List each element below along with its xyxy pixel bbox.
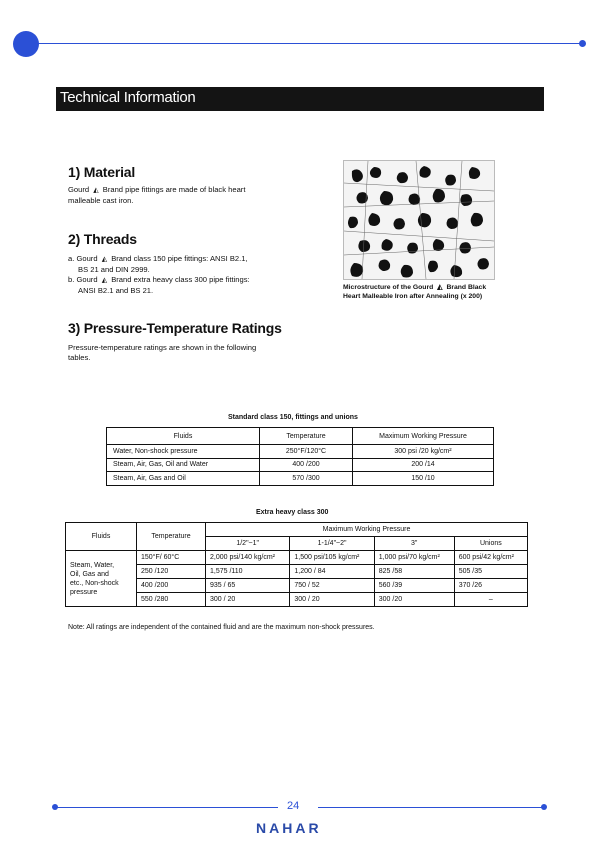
table-cell: 560 /39	[374, 579, 454, 593]
pressure-temperature-text-1: Pressure-temperature ratings are shown in the following	[68, 343, 257, 352]
microstructure-caption	[343, 283, 503, 301]
material-text-a: Gourd	[68, 185, 90, 194]
fluids-line: etc., Non-shock	[70, 579, 119, 587]
footer-right-rule	[318, 807, 544, 808]
header-temperature: Temperature	[137, 523, 206, 551]
threads-item-a	[68, 254, 298, 275]
table-cell: 300 / 20	[290, 593, 374, 607]
footer-right-dot	[541, 804, 547, 810]
threads-item-a-cont: BS 21 and DIN 2999.	[78, 265, 150, 274]
table-cell: 600 psi/42 kg/cm²	[454, 551, 527, 565]
table-cell: 750 / 52	[290, 579, 374, 593]
table-cell: 825 /58	[374, 565, 454, 579]
threads-item-b-cont: ANSI B2.1 and BS 21.	[78, 286, 154, 295]
pressure-temperature-text-2: tables.	[68, 353, 91, 362]
table-row	[66, 551, 528, 565]
header-dot-decoration	[13, 31, 39, 57]
table-cell: 1,500 psi/105 kg/cm²	[290, 551, 374, 565]
table-row	[107, 458, 494, 472]
pressure-temperature-heading: 3) Pressure-Temperature Ratings	[68, 320, 282, 336]
table-cell: 1,200 / 84	[290, 565, 374, 579]
table-cell: 250°F/120°C	[260, 445, 353, 459]
table-cell: 400 /200	[260, 458, 353, 472]
threads-item-a-text: Brand class 150 pipe fittings: ANSI B2.1,	[111, 254, 248, 263]
material-text-c: malleable cast iron.	[68, 196, 134, 205]
subheader-half-to-one: 1/2"~1"	[206, 537, 290, 551]
table-cell: 505 /35	[454, 565, 527, 579]
threads-item-b-text: Brand extra heavy class 300 pipe fittings:	[111, 275, 250, 284]
table-header-row	[107, 428, 494, 445]
header-max-pressure: Maximum Working Pressure	[206, 523, 528, 537]
page-number: 24	[287, 800, 300, 812]
fluids-line: Oil, Gas and	[70, 570, 109, 578]
table-cell: Steam, Air, Gas, Oil and Water	[107, 458, 260, 472]
material-text-b: Brand pipe fittings are made of black heart	[102, 185, 246, 194]
fluids-line: Steam, Water,	[70, 561, 115, 569]
table-cell: 2,000 psi/140 kg/cm²	[206, 551, 290, 565]
table-cell: Steam, Air, Gas and Oil	[107, 472, 260, 486]
gourd-icon: ◭	[101, 256, 108, 263]
header-fluids: Fluids	[107, 428, 260, 445]
ratings-note: Note: All ratings are independent of the contained fluid and are the maximum non-shock pressures.	[68, 624, 375, 631]
extra-heavy-class-300-table	[65, 522, 528, 607]
threads-item-a-label: a. Gourd	[68, 254, 98, 263]
table-cell: 1,000 psi/70 kg/cm²	[374, 551, 454, 565]
table-header-row	[66, 523, 528, 537]
gourd-icon: ◭	[101, 277, 108, 284]
table-cell: 250 /120	[137, 565, 206, 579]
material-heading: 1) Material	[68, 164, 136, 180]
fluids-line: pressure	[70, 588, 98, 596]
header-rule	[38, 43, 582, 44]
header-rule-end-dot	[579, 40, 586, 47]
brand-logo-text: NAHAR	[256, 820, 322, 836]
threads-list	[68, 254, 298, 296]
caption-part-3: Heart Malleable Iron after Annealing (x 200)	[343, 293, 483, 300]
table-cell: 1,575 /110	[206, 565, 290, 579]
gourd-icon: ◭	[93, 187, 99, 194]
table1-caption: Standard class 150, fittings and unions	[228, 414, 358, 421]
table-cell: 200 /14	[353, 458, 494, 472]
pressure-temperature-text	[68, 343, 298, 363]
subheader-three: 3"	[374, 537, 454, 551]
table-cell: 300 psi /20 kg/cm²	[353, 445, 494, 459]
header-temperature: Temperature	[260, 428, 353, 445]
material-text	[68, 185, 293, 206]
footer-left-rule	[56, 807, 278, 808]
subheader-one-quarter-to-two: 1-1/4"~2"	[290, 537, 374, 551]
table-cell: 400 /200	[137, 579, 206, 593]
fluids-cell	[66, 551, 137, 607]
table2-caption: Extra heavy class 300	[256, 509, 329, 516]
gourd-icon: ◭	[437, 284, 443, 291]
table-cell: 300 / 20	[206, 593, 290, 607]
threads-heading: 2) Threads	[68, 231, 137, 247]
table-cell: Water, Non-shock pressure	[107, 445, 260, 459]
header-fluids: Fluids	[66, 523, 137, 551]
table-cell: 150 /10	[353, 472, 494, 486]
microstructure-graphic	[344, 161, 494, 279]
page-title: Technical Information	[60, 89, 196, 106]
threads-item-b-label: b. Gourd	[68, 275, 98, 284]
caption-part-2: Brand Black	[446, 284, 487, 291]
table-cell: 150°F/ 60°C	[137, 551, 206, 565]
caption-part-1: Microstructure of the Gourd	[343, 284, 434, 291]
header-max-pressure: Maximum Working Pressure	[353, 428, 494, 445]
subheader-unions: Unions	[454, 537, 527, 551]
table-cell: 550 /280	[137, 593, 206, 607]
table-cell: –	[454, 593, 527, 607]
table-row	[107, 472, 494, 486]
table-row	[107, 445, 494, 459]
table-cell: 935 / 65	[206, 579, 290, 593]
threads-item-b	[68, 275, 298, 296]
table-cell: 300 /20	[374, 593, 454, 607]
table-cell: 370 /26	[454, 579, 527, 593]
table-cell: 570 /300	[260, 472, 353, 486]
standard-class-150-table	[106, 427, 494, 486]
microstructure-image	[343, 160, 495, 280]
